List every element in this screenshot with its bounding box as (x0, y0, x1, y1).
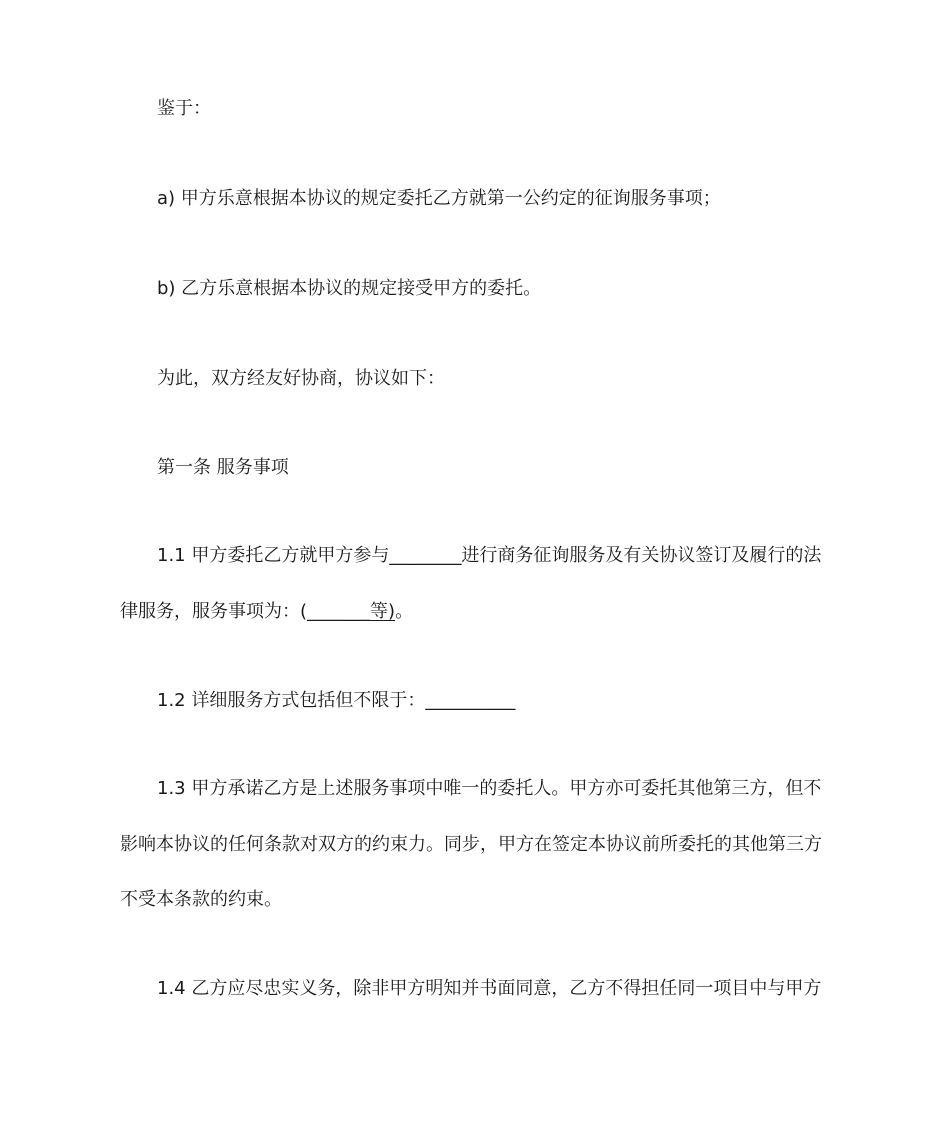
clause-1-1-line2-prefix: 律服务，服务事项为：( (120, 601, 308, 622)
clause-1-3-line-1: 1.3 甲方承诺乙方是上述服务事项中唯一的委托人。甲方亦可委托其他第三方，但不 (157, 778, 822, 799)
clause-1-1-prefix: 1.1 甲方委托乙方就甲方参与 (157, 545, 390, 566)
clause-1-3-line-3: 不受本条款的约束。 (120, 889, 282, 910)
clause-1-2: 1.2 详细服务方式包括但不限于：__________ (157, 690, 516, 711)
whereas-heading: 鉴于： (157, 98, 211, 119)
clause-1-1-line-1 (157, 544, 832, 568)
recital-a: a) 甲方乐意根据本协议的规定委托乙方就第一公约定的征询服务事项； (157, 188, 721, 209)
clause-1-1-line-2 (120, 600, 832, 624)
clause-1-1-service-blank: _______等) (307, 601, 396, 622)
clause-1-1-blank: ________ (389, 545, 462, 566)
agreement-intro: 为此，双方经友好协商，协议如下： (157, 368, 445, 389)
clause-1-1-line2-suffix: 。 (395, 601, 414, 622)
clause-1-1-suffix: 进行商务征询服务及有关协议签订及履行的法 (461, 545, 822, 566)
recital-b: b) 乙方乐意根据本协议的规定接受甲方的委托。 (157, 278, 542, 299)
clause-1-3-line-2: 影响本协议的任何条款对双方的约束力。同步，甲方在签定本协议前所委托的其他第三方 (120, 834, 822, 855)
article-1-heading: 第一条 服务事项 (157, 457, 289, 478)
clause-1-4-line-1: 1.4 乙方应尽忠实义务，除非甲方明知并书面同意，乙方不得担任同一项目中与甲方 (157, 978, 822, 999)
